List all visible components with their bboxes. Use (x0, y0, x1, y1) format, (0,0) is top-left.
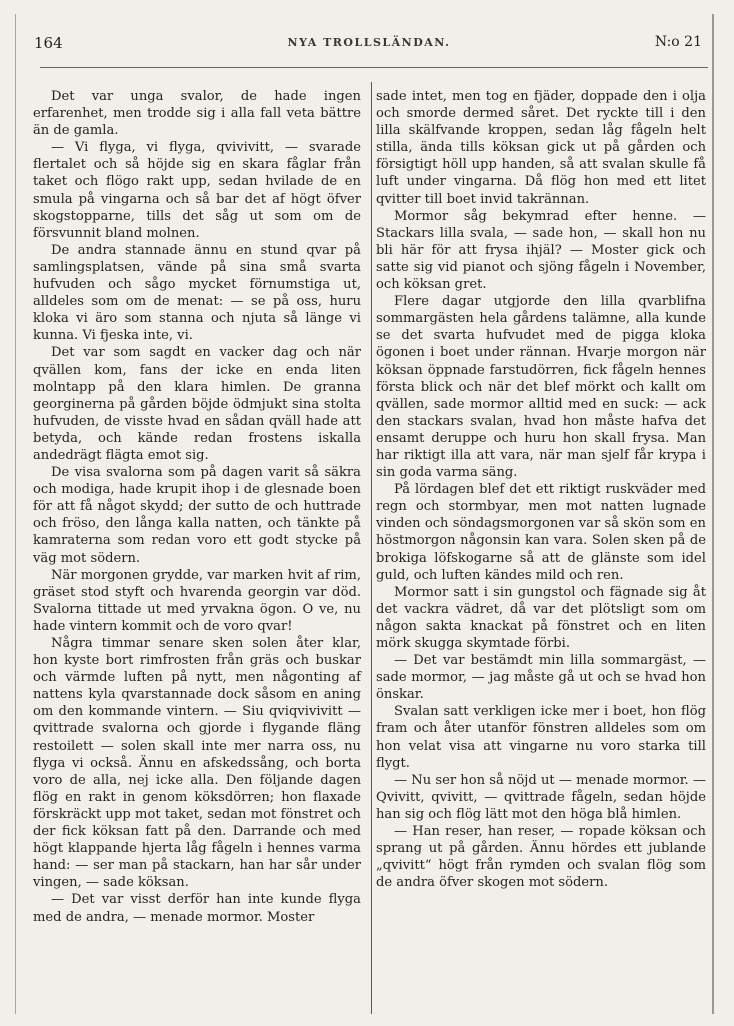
page-header (28, 30, 710, 58)
paragraph: De andra stannade ännu en stund qvar på samlingsplatsen, vände på sina små svarta hufvuden och sågo mycket förnumstiga ut, alldeles som om de menat: — se på oss, huru kloka vi äro som stanna och njuta så länge vi kunna. Vi fjeska inte, vi. (33, 242, 361, 344)
paragraph: — Vi flyga, vi flyga, qvivivitt, — svarade flertalet och så höjde sig en skara fåglar från taket och flögo rakt upp, sedan hvilade de en smula på vingarna och så bar det af högt öfver skogstopparne, tills det såg ut som om de försvunnit bland molnen. (33, 140, 361, 241)
paragraph: De visa svalorna som på dagen varit så säkra och modiga, hade krupit ihop i de glesnade boen för att få något skydd; der sutto de och huttrade och fröso, den långa kalla natten, och tänkte på kamraterna som redan voro ett godt stycke på väg mot södern. (33, 465, 361, 566)
paragraph: Mormor satt i sin gungstol och fägnade sig åt det vackra vädret, då var det plötsligt som om någon sakta knackat på fönstret och en liten mörk skugga skymtade förbi. (376, 584, 706, 651)
right-column (376, 88, 706, 891)
paragraph: Det var som sagdt en vacker dag och när qvällen kom, fans der icke en enda liten molntapp på den klara himlen. De granna georginerna på gården böjde ödmjukt sina stolta hufvuden, de visste hvad en sådan qväll hade att betyda, och kände redan frostens iskalla andedrägt flägta emot sig. (33, 345, 361, 463)
issue-number: N:o 21 (654, 34, 702, 50)
header-rule (40, 67, 708, 68)
paragraph: — Nu ser hon så nöjd ut — menade mormor. — Qvivitt, qvivitt, — qvittrade fågeln, sedan höjde han sig och flög lätt mot den höga blå himlen. (376, 772, 706, 822)
paragraph: När morgonen grydde, var marken hvit af rim, gräset stod styft och hvarenda georgin var död. Svalorna tittade ut med yrvakna ögon. O ve, nu hade vintern kommit och de voro qvar! (33, 567, 361, 634)
paragraph: Det var unga svalor, de hade ingen erfarenhet, men trodde sig i alla fall veta bättre än de gamla. (33, 89, 361, 139)
paragraph: Svalan satt verkligen icke mer i boet, hon flög fram och åter utanför fönstren alldeles som om hon velat visa att vingarne nu voro starka till flygt. (376, 704, 706, 771)
page-edge-line-right (712, 14, 714, 1014)
paragraph: sade intet, men tog en fjäder, doppade den i olja och smorde dermed såret. Det ryckte till i den lilla skälfvande kroppen, sedan låg fågeln helt stilla, ända tills köksan gick ut på gården och försigtigt höll upp handen, så att svalan skulle få luft under vingarna. Då flög hon med ett litet qvitter till boet invid takrännan. (376, 89, 706, 207)
page-number: 164 (34, 34, 63, 52)
paragraph: — Han reser, han reser, — ropade köksan och sprang ut på gården. Ännu hördes ett jublande „qvivitt“ högt från rymden och svalan flög som de andra öfver skogen mot södern. (376, 824, 706, 891)
paragraph: — Det var bestämdt min lilla sommargäst, — sade mormor, — jag måste gå ut och se hvad hon önskar. (376, 653, 706, 703)
column-divider (371, 82, 372, 1014)
left-column (33, 88, 361, 926)
paragraph: På lördagen blef det ett riktigt ruskväder med regn och stormbyar, men mot natten lugnade vinden och söndagsmorgonen var så skön som en höstmorgon någonsin kan vara. Solen sken på de brokiga löfskogarne så att de glänste som idel guld, och luften kändes mild och ren. (376, 482, 706, 583)
paragraph: Några timmar senare sken solen åter klar, hon kyste bort rimfrosten från gräs och buskar och värmde luften på nytt, men någonting af nattens kyla qvarstannade dock såsom en aning om den kommande vintern. — Siu qviqvivivitt — qvittrade svalorna och gjorde i flygande fläng restoilett — solen skall inte mer narra oss, nu flyga vi också. Ännu en afskedssång, och borta voro de alla, nej icke alla. Den följande dagen flög en rakt in genom köksdörren; hon flaxade förskräckt upp mot taket, sedan mot fönstret och der fick köksan fatt på den. Darrande och med högt klappande hjerta låg fågeln i hennes varma hand: — ser man på stackarn, han har sår under vingen, — sade köksan. (33, 636, 361, 891)
paragraph: — Det var visst derför han inte kunde flyga med de andra, — menade mormor. Moster (33, 892, 361, 925)
page-edge-line (15, 14, 16, 1014)
paragraph: Mormor såg bekymrad efter henne. — Stackars lilla svala, — sade hon, — skall hon nu bli här för att frysa ihjäl? — Moster gick och satte sig vid pianot och sjöng fågeln i November, och köksan gret. (376, 208, 706, 293)
running-title: NYA TROLLSLÄNDAN. (287, 36, 451, 49)
paragraph: Flere dagar utgjorde den lilla qvarblifna sommargästen hela gårdens talämne, alla kunde se det svarta hufvudet med de pigga kloka ögonen i boet under rännan. Hvarje morgon när köksan öppnade farstudörren, fick fågeln hennes första blick och när det blef mörkt och kallt om qvällen, sade mormor alltid med en suck: — ack den stackars svalan, hvad hon måste hafva det ensamt deruppe och huru hon skall frysa. Man har riktigt illa att vara, när man sjelf får krypa i sin goda varma säng. (376, 294, 706, 481)
